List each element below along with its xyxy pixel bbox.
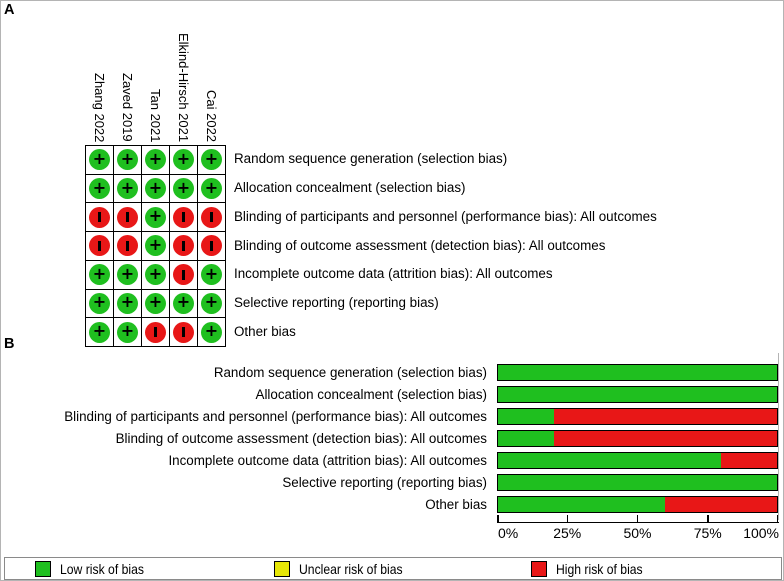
rob-cell (86, 232, 114, 261)
rob-cell (86, 261, 114, 290)
rob-circle-low (89, 264, 110, 285)
rob-cell (114, 146, 142, 175)
minus-icon (98, 212, 101, 222)
rob-circle-low (145, 178, 166, 199)
rob-circle-low (173, 178, 194, 199)
domain-label: Selective reporting (reporting bias) (234, 294, 439, 310)
unclear-risk-swatch-icon (274, 561, 290, 577)
plus-icon: + (120, 321, 135, 341)
minus-icon (154, 327, 157, 337)
rob-circle-low (117, 264, 138, 285)
rob-cell (170, 290, 198, 319)
rob-circle-high (89, 235, 110, 256)
rob-circle-low (173, 293, 194, 314)
rob-cell (86, 318, 114, 347)
rob-circle-high (173, 322, 194, 343)
rob-circle-low (201, 322, 222, 343)
rob-circle-low (117, 178, 138, 199)
axis-tick-label: 25% (553, 525, 582, 541)
minus-icon (126, 212, 129, 222)
rob-circle-low (89, 322, 110, 343)
study-label: Cai 2022 (204, 89, 219, 142)
rob-circle-high (117, 235, 138, 256)
domain-label: Other bias (425, 497, 487, 512)
rob-circle-low (89, 293, 110, 314)
study-label: Zaved 2019 (120, 73, 135, 142)
bar-segment-low (498, 431, 554, 446)
rob-circle-high (173, 207, 194, 228)
plus-icon: + (176, 148, 191, 168)
rob-cell (142, 232, 170, 261)
bar-row (497, 430, 778, 447)
axis-tick (637, 515, 639, 524)
high-risk-swatch-icon (531, 561, 547, 577)
domain-label: Other bias (234, 323, 296, 339)
plus-icon: + (120, 263, 135, 283)
plus-icon: + (92, 148, 107, 168)
plus-icon: + (120, 148, 135, 168)
domain-label: Blinding of outcome assessment (detection bias): All outcomes (234, 237, 606, 253)
rob-cell (114, 232, 142, 261)
legend-label: Unclear risk of bias (299, 560, 403, 577)
rob-cell (198, 203, 226, 232)
plus-icon: + (92, 321, 107, 341)
legend (4, 557, 782, 580)
bar-segment-high (665, 497, 777, 512)
minus-icon (182, 212, 185, 222)
rob-cell (142, 175, 170, 204)
domain-label: Blinding of participants and personnel (performance bias): All outcomes (64, 409, 487, 424)
rob-cell (142, 290, 170, 319)
rob-cell (170, 175, 198, 204)
rob-cell (198, 261, 226, 290)
axis-tick-label: 50% (623, 525, 652, 541)
rob-cell (86, 290, 114, 319)
plus-icon: + (204, 292, 219, 312)
rob-circle-low (145, 293, 166, 314)
rob-cell (142, 318, 170, 347)
minus-icon (210, 212, 213, 222)
legend-item-unclear (274, 558, 418, 579)
rob-cell (114, 318, 142, 347)
bar-segment-low (498, 497, 665, 512)
rob-cell (198, 232, 226, 261)
domain-label: Incomplete outcome data (attrition bias): All outcomes (168, 453, 487, 468)
bar-row (497, 408, 778, 425)
plus-icon: + (148, 206, 163, 226)
rob-cell (114, 175, 142, 204)
plus-icon: + (148, 177, 163, 197)
bar-segment-low (498, 387, 777, 402)
rob-cell (142, 203, 170, 232)
rob-circle-high (117, 207, 138, 228)
rob-cell (198, 290, 226, 319)
plus-icon: + (120, 177, 135, 197)
low-risk-swatch-icon (35, 561, 51, 577)
minus-icon (182, 327, 185, 337)
panel-a-label: A (4, 2, 15, 18)
plus-icon: + (148, 263, 163, 283)
rob-cell (198, 318, 226, 347)
domain-label: Blinding of outcome assessment (detection bias): All outcomes (115, 431, 487, 446)
bar-segment-low (498, 453, 721, 468)
plus-icon: + (204, 263, 219, 283)
rob-circle-low (117, 322, 138, 343)
domain-label: Random sequence generation (selection bias) (234, 151, 508, 167)
legend-item-low (35, 558, 156, 579)
axis-tick (777, 515, 779, 524)
panel-b-label: B (4, 336, 15, 352)
rob-cell (114, 261, 142, 290)
plus-icon: + (120, 292, 135, 312)
axis-tick (497, 515, 499, 524)
rob-circle-low (201, 149, 222, 170)
rob-cell (198, 175, 226, 204)
rob-circle-low (173, 149, 194, 170)
plus-icon: + (92, 177, 107, 197)
legend-item-high (531, 558, 656, 579)
bar-segment-low (498, 409, 554, 424)
legend-label: Low risk of bias (60, 560, 144, 577)
rob-cell (142, 146, 170, 175)
rob-circle-low (145, 235, 166, 256)
bar-row (497, 452, 778, 469)
rob-cell (170, 232, 198, 261)
plus-icon: + (204, 148, 219, 168)
rob-circle-high (201, 207, 222, 228)
plus-icon: + (148, 148, 163, 168)
rob-circle-low (145, 207, 166, 228)
domain-label: Selective reporting (reporting bias) (282, 475, 487, 490)
rob-cell (170, 318, 198, 347)
rob-circle-high (173, 264, 194, 285)
study-label: Tan 2021 (148, 88, 163, 142)
domain-label: Allocation concealment (selection bias) (255, 387, 487, 402)
rob-circle-high (89, 207, 110, 228)
bar-segment-high (554, 409, 777, 424)
plus-icon: + (176, 292, 191, 312)
rob-summary-grid (85, 145, 226, 347)
rob-circle-low (89, 178, 110, 199)
axis-tick (567, 515, 569, 524)
domain-label: Allocation concealment (selection bias) (234, 180, 466, 196)
minus-icon (98, 241, 101, 251)
rob-cell (114, 203, 142, 232)
rob-cell (142, 261, 170, 290)
bar-segment-low (498, 365, 777, 380)
rob-circle-low (201, 293, 222, 314)
bar-segment-low (498, 475, 777, 490)
bar-row (497, 364, 778, 381)
domain-label: Random sequence generation (selection bias) (213, 365, 487, 380)
plus-icon: + (204, 177, 219, 197)
rob-circle-low (117, 149, 138, 170)
domain-label: Incomplete outcome data (attrition bias): All outcomes (234, 266, 553, 282)
minus-icon (210, 241, 213, 251)
bar-row (497, 496, 778, 513)
axis-tick-label: 75% (693, 525, 722, 541)
rob-circle-high (173, 235, 194, 256)
rob-circle-low (201, 264, 222, 285)
rob-cell (86, 175, 114, 204)
rob-circle-low (145, 264, 166, 285)
minus-icon (182, 241, 185, 251)
rob-cell (86, 203, 114, 232)
rob-circle-high (201, 235, 222, 256)
rob-circle-low (117, 293, 138, 314)
rob-cell (170, 261, 198, 290)
domain-label: Blinding of participants and personnel (performance bias): All outcomes (234, 208, 657, 224)
bar-segment-high (554, 431, 777, 446)
rob-cell (170, 146, 198, 175)
bar-row (497, 474, 778, 491)
rob-cell (86, 146, 114, 175)
rob-circle-low (89, 149, 110, 170)
plus-icon: + (176, 177, 191, 197)
minus-icon (182, 270, 185, 280)
axis-tick-label: 0% (498, 525, 519, 541)
rob-cell (114, 290, 142, 319)
study-label: Elkind-Hirsch 2021 (176, 32, 191, 142)
rob-circle-low (201, 178, 222, 199)
legend-label: High risk of bias (556, 560, 643, 577)
study-label: Zhang 2022 (92, 72, 107, 142)
bar-row (497, 386, 778, 403)
minus-icon (126, 241, 129, 251)
axis-tick (707, 515, 709, 524)
rob-cell (198, 146, 226, 175)
plus-icon: + (92, 263, 107, 283)
plus-icon: + (92, 292, 107, 312)
plus-icon: + (204, 321, 219, 341)
plus-icon: + (148, 234, 163, 254)
bar-segment-high (721, 453, 777, 468)
rob-cell (170, 203, 198, 232)
rob-circle-low (145, 149, 166, 170)
rob-circle-high (145, 322, 166, 343)
axis-tick-label: 100% (743, 525, 779, 541)
plus-icon: + (148, 292, 163, 312)
